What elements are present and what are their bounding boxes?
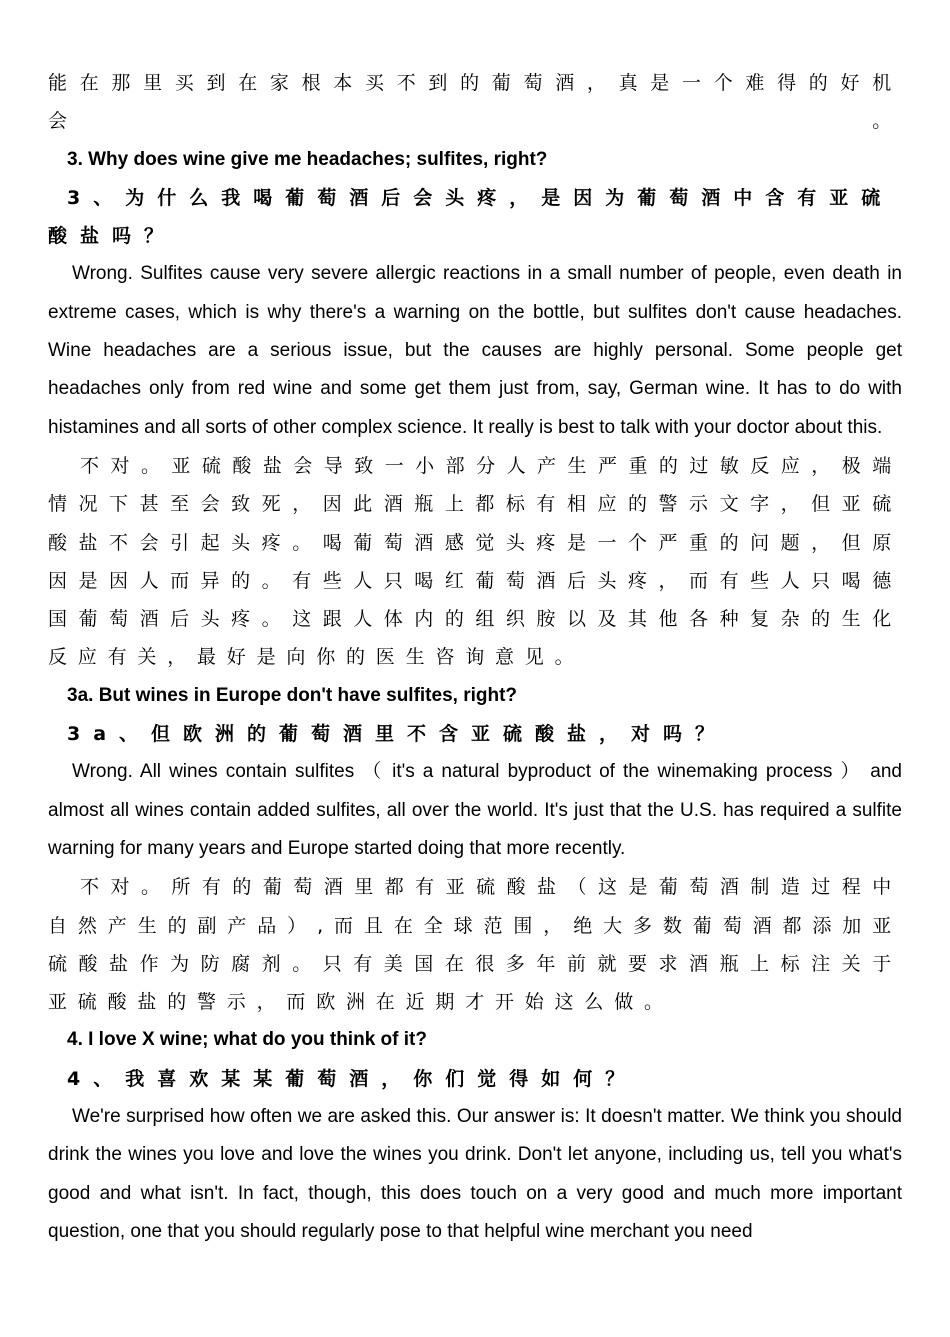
question-3a-answer-cn: 不对。所有的葡萄酒里都有亚硫酸盐（这是葡萄酒制造过程中自然产生的副产品）,而且在全球范围，绝大多数葡萄酒都添加亚硫酸盐作为防腐剂。只有美国在很多年前就要求酒瓶上标注关于亚硫酸盐的警示，而欧洲在近期才开始这么做。 xyxy=(48,876,902,1014)
question-3-answer-cn: 不对。亚硫酸盐会导致一小部分人产生严重的过敏反应，极端情况下甚至会致死，因此酒瓶上都标有相应的警示文字，但亚硫酸盐不会引起头疼。喝葡萄酒感觉头疼是一个严重的问题，但原因是因人而异的。有些人只喝红葡萄酒后头疼，而有些人只喝德国葡萄酒后头疼。这跟人体内的组织胺以及其他各种复杂的生化反应有关，最好是向你的医生咨询意见。 xyxy=(48,454,902,669)
paragraph-continuation-cn: 能在那里买到在家根本买不到的葡萄酒，真是一个难得的好机会。 xyxy=(48,72,902,133)
question-3a-answer-en: Wrong. All wines contain sulfites （ it's a natural byproduct of the winemaking process ） and almost all wines contain added sulfites, all over the world. It's just that the U.S. has required a sulfite warning for many years and Europe started doing that more recently. xyxy=(48,761,902,859)
question-3-heading-cn: 3、为什么我喝葡萄酒后会头疼，是因为葡萄酒中含有亚硫酸盐吗？ xyxy=(48,186,894,248)
question-3a-heading-en: 3a. But wines in Europe don't have sulfites, right? xyxy=(67,684,518,706)
question-4-answer-en: We're surprised how often we are asked this. Our answer is: It doesn't matter. We think you should drink the wines you love and love the wines you drink. Don't let anyone, including us, tell you what's good and what isn't. In fact, though, this does touch on a very good and much more important question, one that you should regularly pose to that helpful wine merchant you need xyxy=(48,1106,902,1242)
question-3a-heading-cn: 3a、但欧洲的葡萄酒里不含亚硫酸盐，对吗？ xyxy=(67,723,728,746)
question-3-answer-en: Wrong. Sulfites cause very severe allergic reactions in a small number of people, even death in extreme cases, which is why there's a warning on the bottle, but sulfites don't cause headaches. Wine headaches are a serious issue, but the causes are highly personal. Some people get headaches only from red wine and some get them just from, say, German wine. It has to do with histamines and all sorts of other complex science. It really is best to talk with your doctor about this. xyxy=(48,263,902,438)
question-3-heading-en: 3. Why does wine give me headaches; sulfites, right? xyxy=(67,148,548,170)
question-4-heading-en: 4. I love X wine; what do you think of it? xyxy=(67,1029,427,1051)
question-4-heading-cn: 4、我喜欢某某葡萄酒，你们觉得如何？ xyxy=(67,1067,638,1090)
